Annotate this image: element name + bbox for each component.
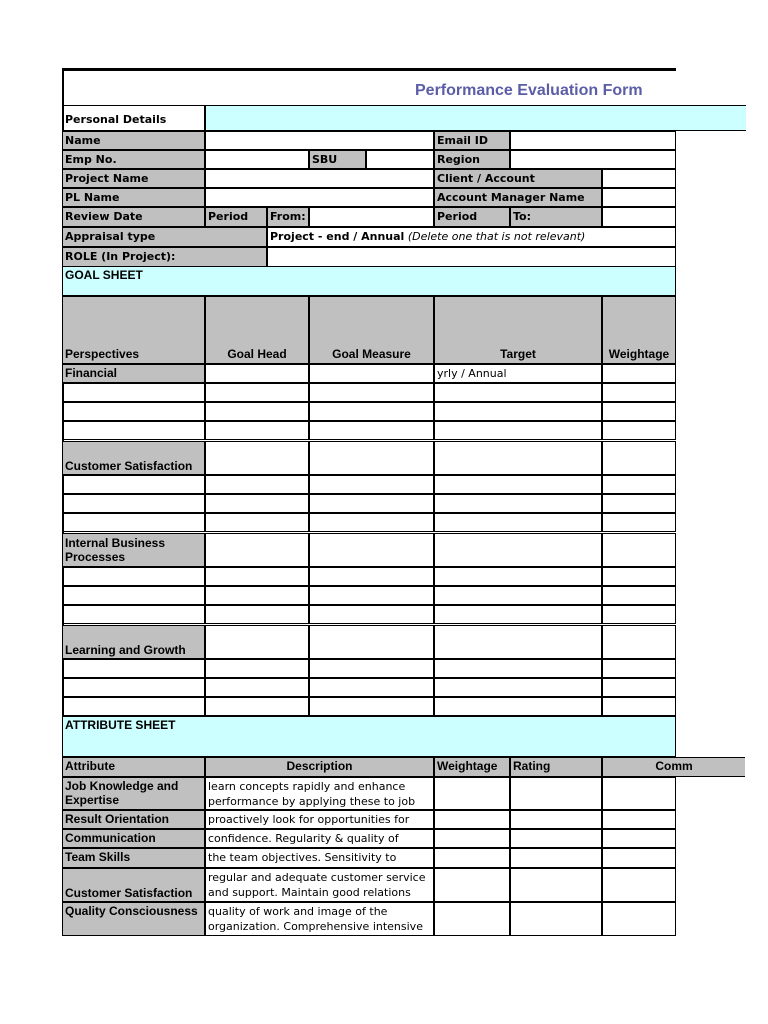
goal-blank-financial-2-4[interactable] <box>602 421 676 440</box>
attribute-description: the team objectives. Sensitivity to <box>205 848 434 868</box>
goal-blank-financial-2-0[interactable] <box>62 421 205 440</box>
goal-blank-financial-0-4[interactable] <box>602 383 676 402</box>
period-label-2: Period <box>434 207 510 227</box>
account-manager-input[interactable] <box>602 188 676 207</box>
goal-sheet-title: GOAL SHEET <box>62 267 676 296</box>
client-account-label: Client / Account <box>434 169 602 188</box>
attribute-description: quality of work and image of the organization. Comprehensive intensive <box>205 902 434 936</box>
goal-cell-financial-2[interactable] <box>309 364 434 383</box>
goal-blank-internal-business-processes-2-2[interactable] <box>309 605 434 624</box>
to-label: To: <box>510 207 602 227</box>
goal-blank-customer-satisfaction-2-0[interactable] <box>62 513 205 532</box>
goal-cell-internal-business-processes-4[interactable] <box>602 533 676 567</box>
goal-blank-customer-satisfaction-1-0[interactable] <box>62 494 205 513</box>
perspective-financial: Financial <box>62 364 205 383</box>
goal-blank-internal-business-processes-2-1[interactable] <box>205 605 309 624</box>
personal-details-band <box>205 105 746 131</box>
attribute-comments-input[interactable] <box>602 848 676 868</box>
goal-cell-learning-and-growth-1[interactable] <box>205 625 309 659</box>
goal-blank-financial-2-3[interactable] <box>434 421 602 440</box>
goal-header-goal-measure <box>309 296 434 364</box>
email-id-label: Email ID <box>434 131 510 150</box>
goal-blank-learning-and-growth-1-0[interactable] <box>62 678 205 697</box>
goal-blank-financial-0-0[interactable] <box>62 383 205 402</box>
goal-blank-financial-0-2[interactable] <box>309 383 434 402</box>
attribute-rating-input[interactable] <box>510 868 602 902</box>
personal-details-label: Personal Details <box>62 105 205 131</box>
goal-blank-financial-0-1[interactable] <box>205 383 309 402</box>
goal-blank-learning-and-growth-0-4[interactable] <box>602 659 676 678</box>
goal-header-perspectives <box>62 296 205 364</box>
attribute-weightage-input[interactable] <box>434 868 510 902</box>
goal-blank-internal-business-processes-0-4[interactable] <box>602 567 676 586</box>
goal-blank-learning-and-growth-0-1[interactable] <box>205 659 309 678</box>
goal-blank-learning-and-growth-0-0[interactable] <box>62 659 205 678</box>
emp-no-input[interactable] <box>205 150 309 169</box>
top-border <box>62 68 676 71</box>
goal-header-weightage <box>602 296 676 364</box>
goal-header-goal-head-text: Goal Head <box>227 347 287 361</box>
appraisal-type-options: Project - end / Annual <box>270 230 405 243</box>
goal-blank-learning-and-growth-1-2[interactable] <box>309 678 434 697</box>
target-annual-note[interactable]: yrly / Annual <box>434 364 602 383</box>
attribute-weightage-input[interactable] <box>434 829 510 848</box>
perspective-customer-satisfaction: Customer Satisfaction <box>62 441 205 475</box>
attribute-weightage-input[interactable] <box>434 848 510 868</box>
role-label: ROLE (In Project): <box>62 247 267 267</box>
goal-header-weightage-text: Weightage <box>608 347 670 361</box>
goal-header-target <box>434 296 602 364</box>
goal-blank-customer-satisfaction-0-4[interactable] <box>602 475 676 494</box>
pl-name-label: PL Name <box>62 188 205 207</box>
attribute-rating-input[interactable] <box>510 902 602 936</box>
goal-blank-customer-satisfaction-1-3[interactable] <box>434 494 602 513</box>
pl-name-input[interactable] <box>205 188 434 207</box>
project-name-input[interactable] <box>205 169 434 188</box>
attr-header-attribute: Attribute <box>62 757 205 777</box>
goal-cell-financial-1[interactable] <box>205 364 309 383</box>
goal-blank-financial-2-2[interactable] <box>309 421 434 440</box>
goal-blank-learning-and-growth-0-3[interactable] <box>434 659 602 678</box>
goal-header-target-text: Target <box>500 347 536 361</box>
goal-cell-internal-business-processes-1[interactable] <box>205 533 309 567</box>
goal-blank-customer-satisfaction-1-2[interactable] <box>309 494 434 513</box>
attr-header-description: Description <box>205 757 434 777</box>
perspective-internal-business-processes: Internal Business Processes <box>62 533 205 567</box>
goal-blank-internal-business-processes-1-3[interactable] <box>434 586 602 605</box>
attribute-rating-input[interactable] <box>510 810 602 829</box>
from-input[interactable] <box>309 207 434 227</box>
goal-blank-internal-business-processes-1-0[interactable] <box>62 586 205 605</box>
appraisal-type-value[interactable] <box>267 227 676 247</box>
appraisal-type-label: Appraisal type <box>62 227 267 247</box>
period-label: Period <box>205 207 267 227</box>
attr-header-weightage: Weightage <box>434 757 510 777</box>
goal-blank-learning-and-growth-2-4[interactable] <box>602 697 676 716</box>
goal-blank-customer-satisfaction-2-1[interactable] <box>205 513 309 532</box>
attribute-label: Customer Satisfaction <box>62 868 205 902</box>
goal-blank-financial-2-1[interactable] <box>205 421 309 440</box>
goal-blank-customer-satisfaction-0-2[interactable] <box>309 475 434 494</box>
email-id-input[interactable] <box>510 131 676 150</box>
attribute-label: Job Knowledge and Expertise <box>62 777 205 810</box>
account-manager-label: Account Manager Name <box>434 188 602 207</box>
attribute-description: proactively look for opportunities for <box>205 810 434 829</box>
attribute-rating-input[interactable] <box>510 829 602 848</box>
attribute-comments-input[interactable] <box>602 868 676 902</box>
goal-blank-customer-satisfaction-0-3[interactable] <box>434 475 602 494</box>
attribute-comments-input[interactable] <box>602 829 676 848</box>
goal-blank-learning-and-growth-1-3[interactable] <box>434 678 602 697</box>
attribute-label: Result Orientation <box>62 810 205 829</box>
goal-blank-internal-business-processes-0-0[interactable] <box>62 567 205 586</box>
attribute-description: learn concepts rapidly and enhance performance by applying these to job <box>205 777 434 810</box>
goal-blank-customer-satisfaction-1-1[interactable] <box>205 494 309 513</box>
goal-blank-customer-satisfaction-0-1[interactable] <box>205 475 309 494</box>
goal-blank-learning-and-growth-0-2[interactable] <box>309 659 434 678</box>
goal-blank-learning-and-growth-2-3[interactable] <box>434 697 602 716</box>
goal-blank-customer-satisfaction-0-0[interactable] <box>62 475 205 494</box>
attribute-sheet-title: ATTRIBUTE SHEET <box>62 717 676 757</box>
attribute-label: Communication <box>62 829 205 848</box>
attribute-comments-input[interactable] <box>602 810 676 829</box>
goal-cell-learning-and-growth-4[interactable] <box>602 625 676 659</box>
emp-no-label: Emp No. <box>62 150 205 169</box>
attribute-rating-input[interactable] <box>510 777 602 810</box>
goal-blank-internal-business-processes-0-3[interactable] <box>434 567 602 586</box>
review-date-label: Review Date <box>62 207 205 227</box>
goal-blank-learning-and-growth-2-1[interactable] <box>205 697 309 716</box>
name-input[interactable] <box>205 131 434 150</box>
goal-blank-internal-business-processes-0-2[interactable] <box>309 567 434 586</box>
attribute-weightage-input[interactable] <box>434 902 510 936</box>
goal-blank-internal-business-processes-2-3[interactable] <box>434 605 602 624</box>
perspective-learning-and-growth: Learning and Growth <box>62 625 205 659</box>
goal-blank-customer-satisfaction-2-2[interactable] <box>309 513 434 532</box>
appraisal-type-note: (Delete one that is not relevant) <box>407 230 586 243</box>
attribute-label: Team Skills <box>62 848 205 868</box>
goal-blank-financial-1-2[interactable] <box>309 402 434 421</box>
goal-header-goal-head <box>205 296 309 364</box>
attribute-comments-input[interactable] <box>602 902 676 936</box>
goal-blank-customer-satisfaction-2-3[interactable] <box>434 513 602 532</box>
attr-header-comments: Comm <box>602 757 745 777</box>
goal-blank-learning-and-growth-1-4[interactable] <box>602 678 676 697</box>
form-title: Performance Evaluation Form <box>415 82 643 99</box>
goal-cell-customer-satisfaction-3[interactable] <box>434 441 602 475</box>
region-input[interactable] <box>510 150 676 169</box>
goal-blank-internal-business-processes-1-2[interactable] <box>309 586 434 605</box>
goal-blank-customer-satisfaction-1-4[interactable] <box>602 494 676 513</box>
attribute-description: regular and adequate customer service and support. Maintain good relations <box>205 868 434 902</box>
attr-header-rating: Rating <box>510 757 602 777</box>
goal-cell-customer-satisfaction-1[interactable] <box>205 441 309 475</box>
goal-cell-internal-business-processes-2[interactable] <box>309 533 434 567</box>
goal-cell-customer-satisfaction-2[interactable] <box>309 441 434 475</box>
goal-cell-learning-and-growth-2[interactable] <box>309 625 434 659</box>
goal-cell-learning-and-growth-3[interactable] <box>434 625 602 659</box>
sbu-label: SBU <box>309 150 366 169</box>
goal-blank-internal-business-processes-2-4[interactable] <box>602 605 676 624</box>
goal-blank-internal-business-processes-0-1[interactable] <box>205 567 309 586</box>
goal-cell-financial-4[interactable] <box>602 364 676 383</box>
goal-blank-learning-and-growth-2-2[interactable] <box>309 697 434 716</box>
attribute-rating-input[interactable] <box>510 848 602 868</box>
goal-header-goal-measure-text: Goal Measure <box>332 347 411 361</box>
role-input[interactable] <box>267 247 676 267</box>
goal-blank-financial-1-0[interactable] <box>62 402 205 421</box>
goal-blank-internal-business-processes-1-1[interactable] <box>205 586 309 605</box>
goal-cell-internal-business-processes-3[interactable] <box>434 533 602 567</box>
attribute-weightage-input[interactable] <box>434 810 510 829</box>
goal-blank-customer-satisfaction-2-4[interactable] <box>602 513 676 532</box>
client-account-input[interactable] <box>602 169 676 188</box>
goal-blank-learning-and-growth-2-0[interactable] <box>62 697 205 716</box>
to-input[interactable] <box>602 207 676 227</box>
goal-blank-learning-and-growth-1-1[interactable] <box>205 678 309 697</box>
name-label: Name <box>62 131 205 150</box>
goal-blank-financial-0-3[interactable] <box>434 383 602 402</box>
project-name-label: Project Name <box>62 169 205 188</box>
goal-blank-internal-business-processes-2-0[interactable] <box>62 605 205 624</box>
sbu-input[interactable] <box>366 150 434 169</box>
attribute-weightage-input[interactable] <box>434 777 510 810</box>
region-label: Region <box>434 150 510 169</box>
goal-blank-internal-business-processes-1-4[interactable] <box>602 586 676 605</box>
attribute-comments-input[interactable] <box>602 777 676 810</box>
goal-header-perspectives-text: Perspectives <box>65 347 140 361</box>
goal-blank-financial-1-4[interactable] <box>602 402 676 421</box>
attribute-description: confidence. Regularity & quality of <box>205 829 434 848</box>
goal-blank-financial-1-3[interactable] <box>434 402 602 421</box>
goal-blank-financial-1-1[interactable] <box>205 402 309 421</box>
from-label: From: <box>267 207 309 227</box>
attribute-label: Quality Consciousness <box>62 902 205 936</box>
goal-cell-customer-satisfaction-4[interactable] <box>602 441 676 475</box>
